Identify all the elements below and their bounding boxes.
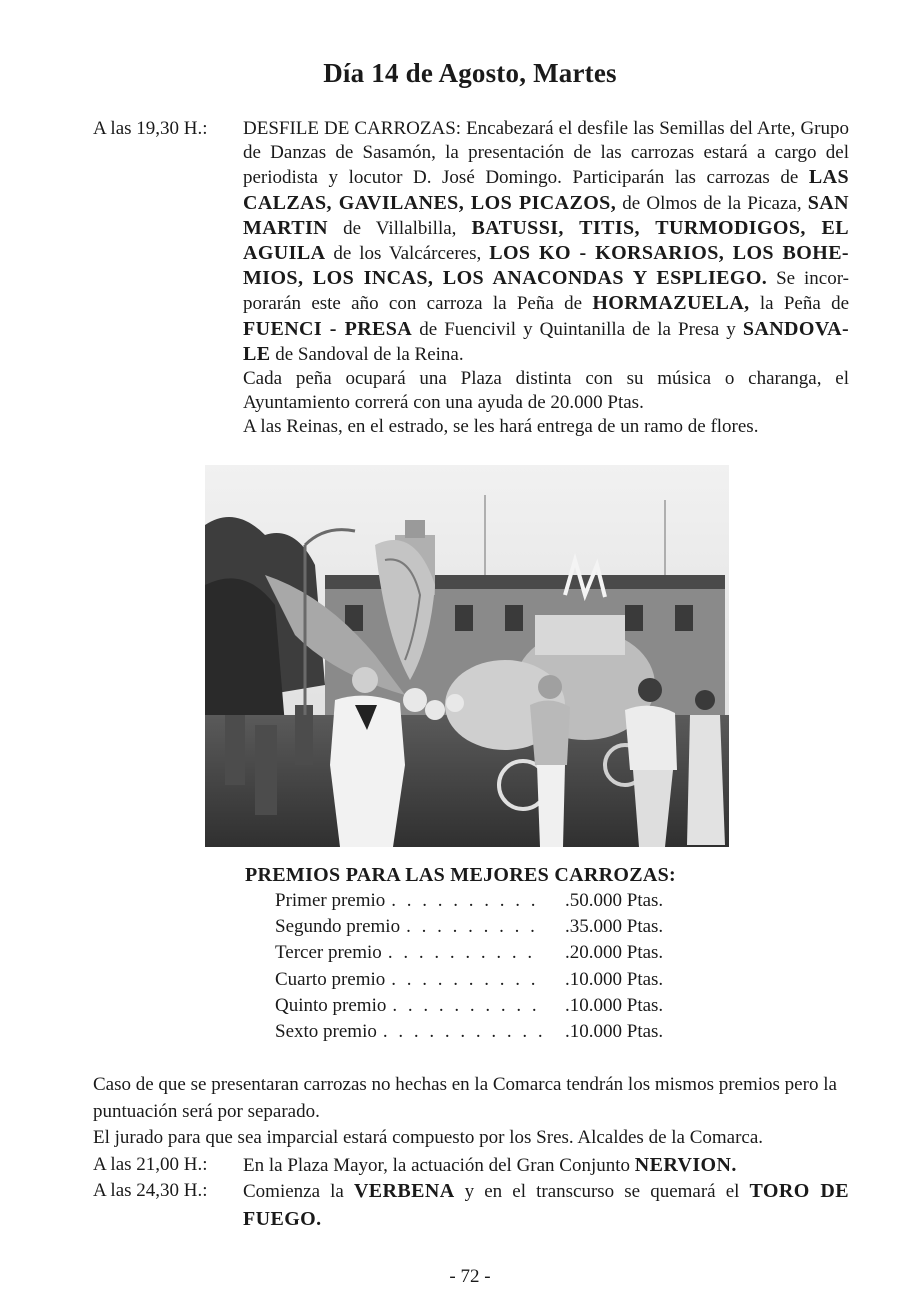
prize-amount: .10.000 Ptas. <box>565 994 664 1016</box>
parade-text: la Peña de <box>749 293 850 315</box>
prize-name: Primer premio <box>275 890 386 911</box>
prize-amount: .20.000 Ptas. <box>565 942 664 964</box>
event-time: A las 19,30 H.: <box>93 118 208 139</box>
prize-amount: .50.000 Ptas. <box>565 890 664 911</box>
parade-text: Se incor-porarán este año con carroza la Peña de <box>243 268 849 315</box>
verbena-label: VERBENA <box>353 1180 455 1202</box>
event-description: En la Plaza Mayor, la actuación del Gran Conjunto NERVION. <box>243 1153 737 1176</box>
event-time: A las 24,30 H.: <box>93 1180 208 1201</box>
float-name: SAN MARTIN <box>243 191 849 239</box>
prize-name: Segundo premio <box>275 916 401 938</box>
prize-row <box>275 888 670 914</box>
prize-leader-dots: . . . . . . . . . . <box>391 890 539 911</box>
page-number: - 72 - <box>449 1266 491 1287</box>
float-name: HORMAZUELA, <box>592 292 750 315</box>
event-concert <box>93 1152 853 1179</box>
closing-section <box>93 1072 853 1231</box>
prize-row <box>275 1019 670 1045</box>
float-name: SANDOVA-LE <box>243 317 850 365</box>
event-description: Comienza la VERBENA y en el transcurso se quemará el TORO DE FUEGO. <box>243 1180 849 1230</box>
prize-row <box>275 967 670 993</box>
prize-row <box>275 940 670 966</box>
prize-list <box>245 888 715 1045</box>
float-name: LOS KO - KORSARIOS, LOS BOHE-MIOS, LOS INCAS, LOS ANACONDAS Y ESPLIEGO. <box>243 242 849 290</box>
jury-note: El jurado para que sea imparcial estará compuesto por los Sres. Alcaldes de la Comarca. <box>93 1127 764 1148</box>
prizes-title: PREMIOS PARA LAS MEJORES CARROZAS: <box>245 864 676 886</box>
queens-paragraph: A las Reinas, en el estrado, se les hará entrega de un ramo de flores. <box>243 416 759 438</box>
event-verbena <box>93 1178 853 1231</box>
prizes-section <box>245 862 715 1045</box>
event-time: A las 21,00 H.: <box>93 1153 208 1175</box>
prize-amount: .10.000 Ptas. <box>565 968 664 990</box>
prize-leader-dots: . . . . . . . . . <box>406 916 538 938</box>
prize-leader-dots: . . . . . . . . . . <box>392 994 540 1016</box>
prize-row <box>275 914 670 940</box>
float-name: LAS CALZAS, GAVILANES, LOS PICAZOS, <box>243 166 849 214</box>
parade-photo <box>205 465 729 847</box>
float-name: BATUSSI, TITIS, TURMODIGOS, EL AGUILA <box>243 216 849 265</box>
parade-text: de Sandoval de la Reina. <box>270 343 464 365</box>
float-name: FUENCI - PRESA <box>243 317 413 340</box>
page-title: Día 14 de Agosto, Martes <box>323 58 617 88</box>
band-name: NERVION. <box>634 1153 737 1176</box>
separate-scoring-note: Caso de que se presentaran carrozas no hechas en la Comarca tendrán los mismos premios pero la puntuación será por separado. <box>93 1074 837 1122</box>
prize-amount: .35.000 Ptas. <box>565 916 664 938</box>
prize-leader-dots: . . . . . . . . . . <box>387 942 536 964</box>
parade-text: de Olmos de la Picaza, <box>616 192 808 214</box>
prize-name: Quinto premio <box>275 994 387 1016</box>
prize-leader-dots: . . . . . . . . . . <box>391 968 539 990</box>
parade-text: DESFILE DE CARROZAS: Encabezará el desfile las Semillas del Arte, Grupo de Danzas de Sasamón, la presentación de las carrozas estará a cargo del periodista y locutor D. José Domingo. Participarán las carrozas de <box>243 118 849 189</box>
parade-text: de Villalbilla, <box>328 217 472 239</box>
event-description <box>243 117 849 440</box>
prize-amount: .10.000 Ptas. <box>565 1020 664 1042</box>
toro-de-fuego-label: TORO DE FUEGO. <box>243 1180 849 1230</box>
prize-leader-dots: . . . . . . . . . . . <box>382 1020 546 1042</box>
parade-text: de Fuencivil y Quintanilla de la Presa y <box>412 318 743 340</box>
prize-row <box>275 993 670 1019</box>
prize-name: Tercer premio <box>275 942 382 964</box>
prize-name: Sexto premio <box>275 1020 377 1042</box>
parade-text: de los Valcárceres, <box>325 243 490 265</box>
parade-paragraph <box>243 117 849 367</box>
prize-name: Cuarto premio <box>275 968 386 990</box>
plaza-paragraph: Cada peña ocupará una Plaza distinta con su música o charanga, el Ayuntamiento correrá con una ayuda de 20.000 Ptas. <box>243 368 849 414</box>
